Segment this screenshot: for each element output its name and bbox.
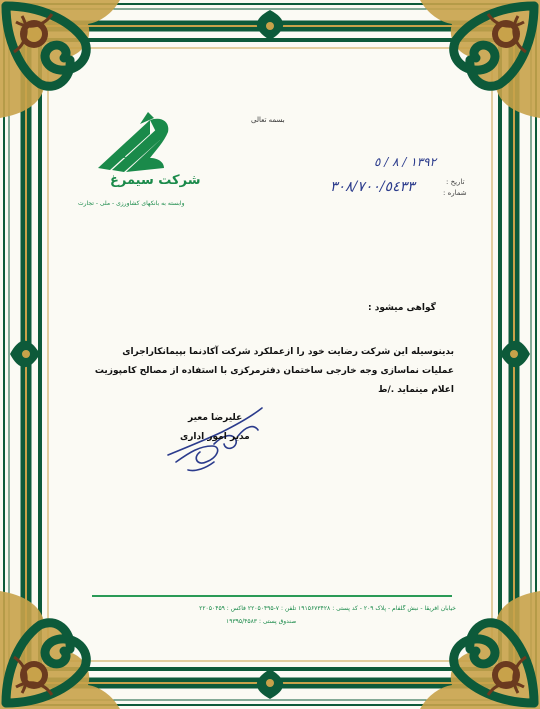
body-line-1: بدینوسیله این شرکت رضایت خود را ازعملکرد شرکت آکادنما بپیمانکاراجرای xyxy=(122,347,454,357)
body-line-3: اعلام مینماید ./ط xyxy=(378,385,454,395)
date-label: تاریخ : xyxy=(446,178,465,186)
footer-po-box: صندوق پستی : ۱۹۳۹۵/۴۵۸۳ xyxy=(226,618,297,625)
affiliation-text: وابسته به بانکهای کشاورزی - ملی - تجارت xyxy=(78,200,185,207)
number-label: شماره : xyxy=(443,189,467,197)
simorgh-logo-icon xyxy=(98,112,168,172)
body-line-2: عملیات نماسازی وجه خارجی ساختمان دفترمرکزی با استفاده از مصالح کامپوزیت xyxy=(94,366,454,376)
invocation-text: بسمه تعالی xyxy=(251,116,285,124)
footer-address: خیابان آفریقا - نبش گلفام - پلاک ۲۰۹ - کد پستی : ۱۹۱۵۶۷۳۴۲۸ تلفن : ۷-۲۲۰۵۰۴۹۵ فاکس : ۲۲۰۵۰۴۵۹ xyxy=(199,605,456,612)
signer-title: مدیر امور اداری xyxy=(180,432,250,442)
date-value: ١٣٩٢ / ٨ / ٥ xyxy=(374,155,437,169)
salutation: گواهی میشود : xyxy=(368,303,436,313)
signer-name: علیرضا معیر xyxy=(188,413,243,423)
number-value: ٣٠٨/٧٠٠/٥٤٣٣ xyxy=(330,179,415,195)
company-name: شرکت سیمرغ xyxy=(110,173,201,188)
logo-caption: سیمرغ xyxy=(114,152,135,160)
